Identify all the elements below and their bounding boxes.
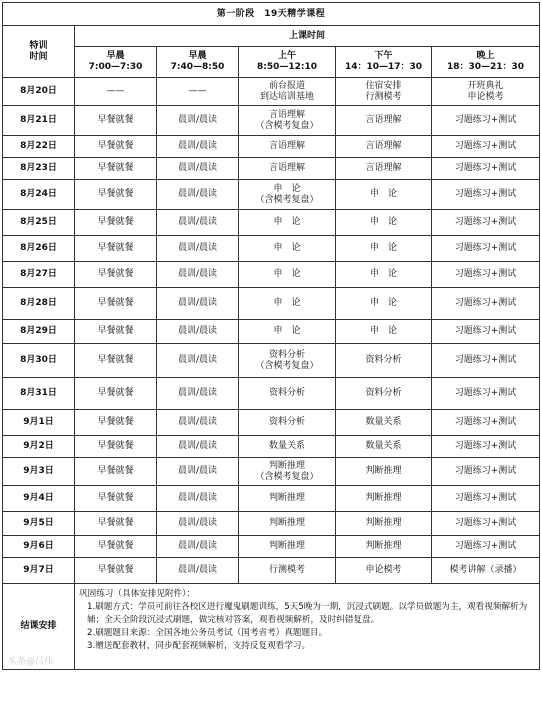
schedule-cell: 行测模考: [239, 558, 336, 584]
schedule-cell: 习题练习+测试: [432, 486, 540, 512]
column-header: [432, 47, 540, 78]
schedule-cell: 开班典礼 申论模考: [432, 78, 540, 106]
schedule-cell: 申 论: [239, 262, 336, 288]
schedule-cell: 早餐就餐: [75, 180, 157, 210]
schedule-cell: 判断推理: [336, 486, 432, 512]
schedule-cell: 申 论: [239, 236, 336, 262]
schedule-cell: 早餐就餐: [75, 344, 157, 378]
row-date: 9月1日: [3, 410, 75, 436]
schedule-cell: 早餐就餐: [75, 320, 157, 344]
row-date: 8月23日: [3, 158, 75, 180]
schedule-cell: 早餐就餐: [75, 486, 157, 512]
schedule-cell: 判断推理: [336, 512, 432, 536]
schedule-cell: 言语理解: [336, 136, 432, 158]
schedule-cell: 晨训/晨读: [157, 236, 239, 262]
schedule-row: [3, 106, 540, 136]
schedule-cell: 判断推理: [336, 536, 432, 558]
schedule-row: [3, 436, 540, 458]
schedule-cell: 早餐就餐: [75, 210, 157, 236]
schedule-cell: 习题练习+测试: [432, 536, 540, 558]
column-name: 上午: [277, 51, 296, 61]
closing-heading: 巩固练习（具体安排见附件）：: [79, 589, 196, 599]
schedule-cell: 资料分析: [239, 378, 336, 410]
schedule-cell: ——: [157, 78, 239, 106]
column-time: 14：10—17：30: [344, 62, 423, 72]
watermark: 头条@吕伟: [8, 657, 54, 667]
closing-row: [3, 584, 540, 670]
schedule-cell: 晨训/晨读: [157, 536, 239, 558]
schedule-cell: 申 论: [239, 320, 336, 344]
schedule-cell: 申 论 （含模考复盘）: [239, 180, 336, 210]
closing-notes: [75, 584, 540, 670]
schedule-cell: 晨训/晨读: [157, 458, 239, 486]
schedule-cell: ——: [75, 78, 157, 106]
schedule-cell: 习题练习+测试: [432, 180, 540, 210]
schedule-cell: 晨训/晨读: [157, 180, 239, 210]
schedule-cell: 早餐就餐: [75, 136, 157, 158]
schedule-cell: 早餐就餐: [75, 106, 157, 136]
schedule-cell: 申 论: [336, 320, 432, 344]
row-date: 8月20日: [3, 78, 75, 106]
row-date: 9月7日: [3, 558, 75, 584]
schedule-cell: 习题练习+测试: [432, 236, 540, 262]
schedule-row: [3, 236, 540, 262]
row-date: 9月5日: [3, 512, 75, 536]
closing-item: 1.刷题方式：学员可前往各校区进行魔鬼刷题训练，5天5晚为一期，沉浸式刷题。以学员做题为主，观看视频解析为辅；全天全阶段沉浸式刷题，做完核对答案，观看视频解析，及时纠错复盘。: [87, 602, 528, 625]
schedule-cell: 习题练习+测试: [432, 458, 540, 486]
schedule-cell: 晨训/晨读: [157, 344, 239, 378]
schedule-cell: 早餐就餐: [75, 288, 157, 320]
schedule-cell: 言语理解: [336, 158, 432, 180]
column-name: 下午: [374, 51, 393, 61]
schedule-row: [3, 320, 540, 344]
row-date: 8月31日: [3, 378, 75, 410]
schedule-row: [3, 558, 540, 584]
schedule-cell: 早餐就餐: [75, 262, 157, 288]
schedule-cell: 言语理解: [239, 136, 336, 158]
schedule-cell: 习题练习+测试: [432, 410, 540, 436]
schedule-row: [3, 158, 540, 180]
schedule-row: [3, 344, 540, 378]
schedule-cell: 申论模考: [336, 558, 432, 584]
schedule-row: [3, 78, 540, 106]
closing-label: 结课安排: [3, 584, 75, 670]
schedule-cell: 申 论: [336, 262, 432, 288]
schedule-cell: 晨训/晨读: [157, 378, 239, 410]
row-date: 8月28日: [3, 288, 75, 320]
schedule-cell: 晨训/晨读: [157, 106, 239, 136]
schedule-cell: 晨训/晨读: [157, 288, 239, 320]
schedule-row: [3, 536, 540, 558]
schedule-cell: 判断推理: [239, 486, 336, 512]
corner-label: 特训 时间: [3, 26, 75, 78]
closing-item: 2.刷题题目来源：全国各地公务员考试（国考省考）真题题目。: [87, 628, 328, 638]
schedule-cell: 数量关系: [239, 436, 336, 458]
schedule-row: [3, 512, 540, 536]
schedule-cell: 前台报道 到达培训基地: [239, 78, 336, 106]
schedule-cell: 早餐就餐: [75, 158, 157, 180]
schedule-cell: 习题练习+测试: [432, 378, 540, 410]
schedule-cell: 早餐就餐: [75, 378, 157, 410]
schedule-cell: 习题练习+测试: [432, 320, 540, 344]
schedule-cell: 言语理解 （含模考复盘）: [239, 106, 336, 136]
schedule-cell: 早餐就餐: [75, 558, 157, 584]
schedule-cell: 习题练习+测试: [432, 344, 540, 378]
schedule-row: [3, 486, 540, 512]
schedule-cell: 习题练习+测试: [432, 288, 540, 320]
schedule-cell: 习题练习+测试: [432, 158, 540, 180]
schedule-cell: 模考讲解（录播）: [432, 558, 540, 584]
schedule-cell: 判断推理: [239, 536, 336, 558]
schedule-cell: 晨训/晨读: [157, 158, 239, 180]
column-name: 早晨: [188, 51, 207, 61]
schedule-cell: 申 论: [336, 180, 432, 210]
schedule-cell: 申 论: [336, 210, 432, 236]
schedule-table: [2, 2, 540, 670]
schedule-row: [3, 210, 540, 236]
schedule-cell: 早餐就餐: [75, 410, 157, 436]
schedule-cell: 言语理解: [239, 158, 336, 180]
schedule-cell: 习题练习+测试: [432, 210, 540, 236]
column-header-row: [3, 47, 540, 78]
schedule-cell: 晨训/晨读: [157, 486, 239, 512]
schedule-cell: 习题练习+测试: [432, 136, 540, 158]
row-date: 8月27日: [3, 262, 75, 288]
schedule-cell: 晨训/晨读: [157, 210, 239, 236]
column-header: [157, 47, 239, 78]
row-date: 8月22日: [3, 136, 75, 158]
row-date: 8月26日: [3, 236, 75, 262]
schedule-cell: 早餐就餐: [75, 536, 157, 558]
row-date: 8月21日: [3, 106, 75, 136]
schedule-cell: 晨训/晨读: [157, 136, 239, 158]
schedule-row: [3, 180, 540, 210]
row-date: 8月25日: [3, 210, 75, 236]
schedule-cell: 晨训/晨读: [157, 410, 239, 436]
schedule-cell: 数量关系: [336, 410, 432, 436]
column-time: 7:40—8:50: [170, 62, 225, 72]
column-time: 8:50—12:10: [256, 62, 318, 72]
schedule-cell: 判断推理: [239, 512, 336, 536]
column-time: 7:00—7:30: [88, 62, 143, 72]
schedule-row: [3, 410, 540, 436]
schedule-cell: 早餐就餐: [75, 436, 157, 458]
column-header: [336, 47, 432, 78]
column-name: 早晨: [106, 51, 125, 61]
schedule-cell: 早餐就餐: [75, 458, 157, 486]
schedule-cell: 早餐就餐: [75, 236, 157, 262]
row-date: 9月4日: [3, 486, 75, 512]
schedule-cell: 资料分析: [239, 410, 336, 436]
schedule-row: [3, 288, 540, 320]
schedule-cell: 晨训/晨读: [157, 262, 239, 288]
schedule-frame: [2, 2, 539, 670]
schedule-cell: 晨训/晨读: [157, 558, 239, 584]
row-date: 8月29日: [3, 320, 75, 344]
row-date: 8月24日: [3, 180, 75, 210]
schedule-cell: 早餐就餐: [75, 512, 157, 536]
row-date: 8月30日: [3, 344, 75, 378]
schedule-cell: 习题练习+测试: [432, 106, 540, 136]
schedule-cell: 资料分析: [336, 344, 432, 378]
closing-item: 3.赠送配套教材，同步配套视频解析，支持反复观看学习。: [87, 641, 311, 651]
schedule-cell: 习题练习+测试: [432, 262, 540, 288]
row-date: 9月6日: [3, 536, 75, 558]
schedule-cell: 资料分析 （含模考复盘）: [239, 344, 336, 378]
schedule-cell: 申 论: [336, 236, 432, 262]
section-header: 上课时间: [75, 26, 540, 47]
column-name: 晚上: [476, 51, 495, 61]
schedule-cell: 晨训/晨读: [157, 512, 239, 536]
schedule-cell: 习题练习+测试: [432, 512, 540, 536]
schedule-cell: 申 论: [239, 210, 336, 236]
schedule-cell: 习题练习+测试: [432, 436, 540, 458]
schedule-cell: 晨训/晨读: [157, 320, 239, 344]
schedule-cell: 资料分析: [336, 378, 432, 410]
schedule-row: [3, 262, 540, 288]
schedule-cell: 判断推理 （含模考复盘）: [239, 458, 336, 486]
schedule-cell: 申 论: [336, 288, 432, 320]
row-date: 9月2日: [3, 436, 75, 458]
column-header: [75, 47, 157, 78]
schedule-row: [3, 136, 540, 158]
schedule-cell: 申 论: [239, 288, 336, 320]
schedule-cell: 晨训/晨读: [157, 436, 239, 458]
schedule-cell: 判断推理: [336, 458, 432, 486]
schedule-cell: 数量关系: [336, 436, 432, 458]
schedule-title: 第一阶段 19天精学课程: [3, 3, 540, 26]
schedule-cell: 言语理解: [336, 106, 432, 136]
column-header: [239, 47, 336, 78]
schedule-row: [3, 378, 540, 410]
row-date: 9月3日: [3, 458, 75, 486]
schedule-row: [3, 458, 540, 486]
column-time: 18：30—21：30: [446, 62, 525, 72]
schedule-cell: 住宿安排 行测模考: [336, 78, 432, 106]
